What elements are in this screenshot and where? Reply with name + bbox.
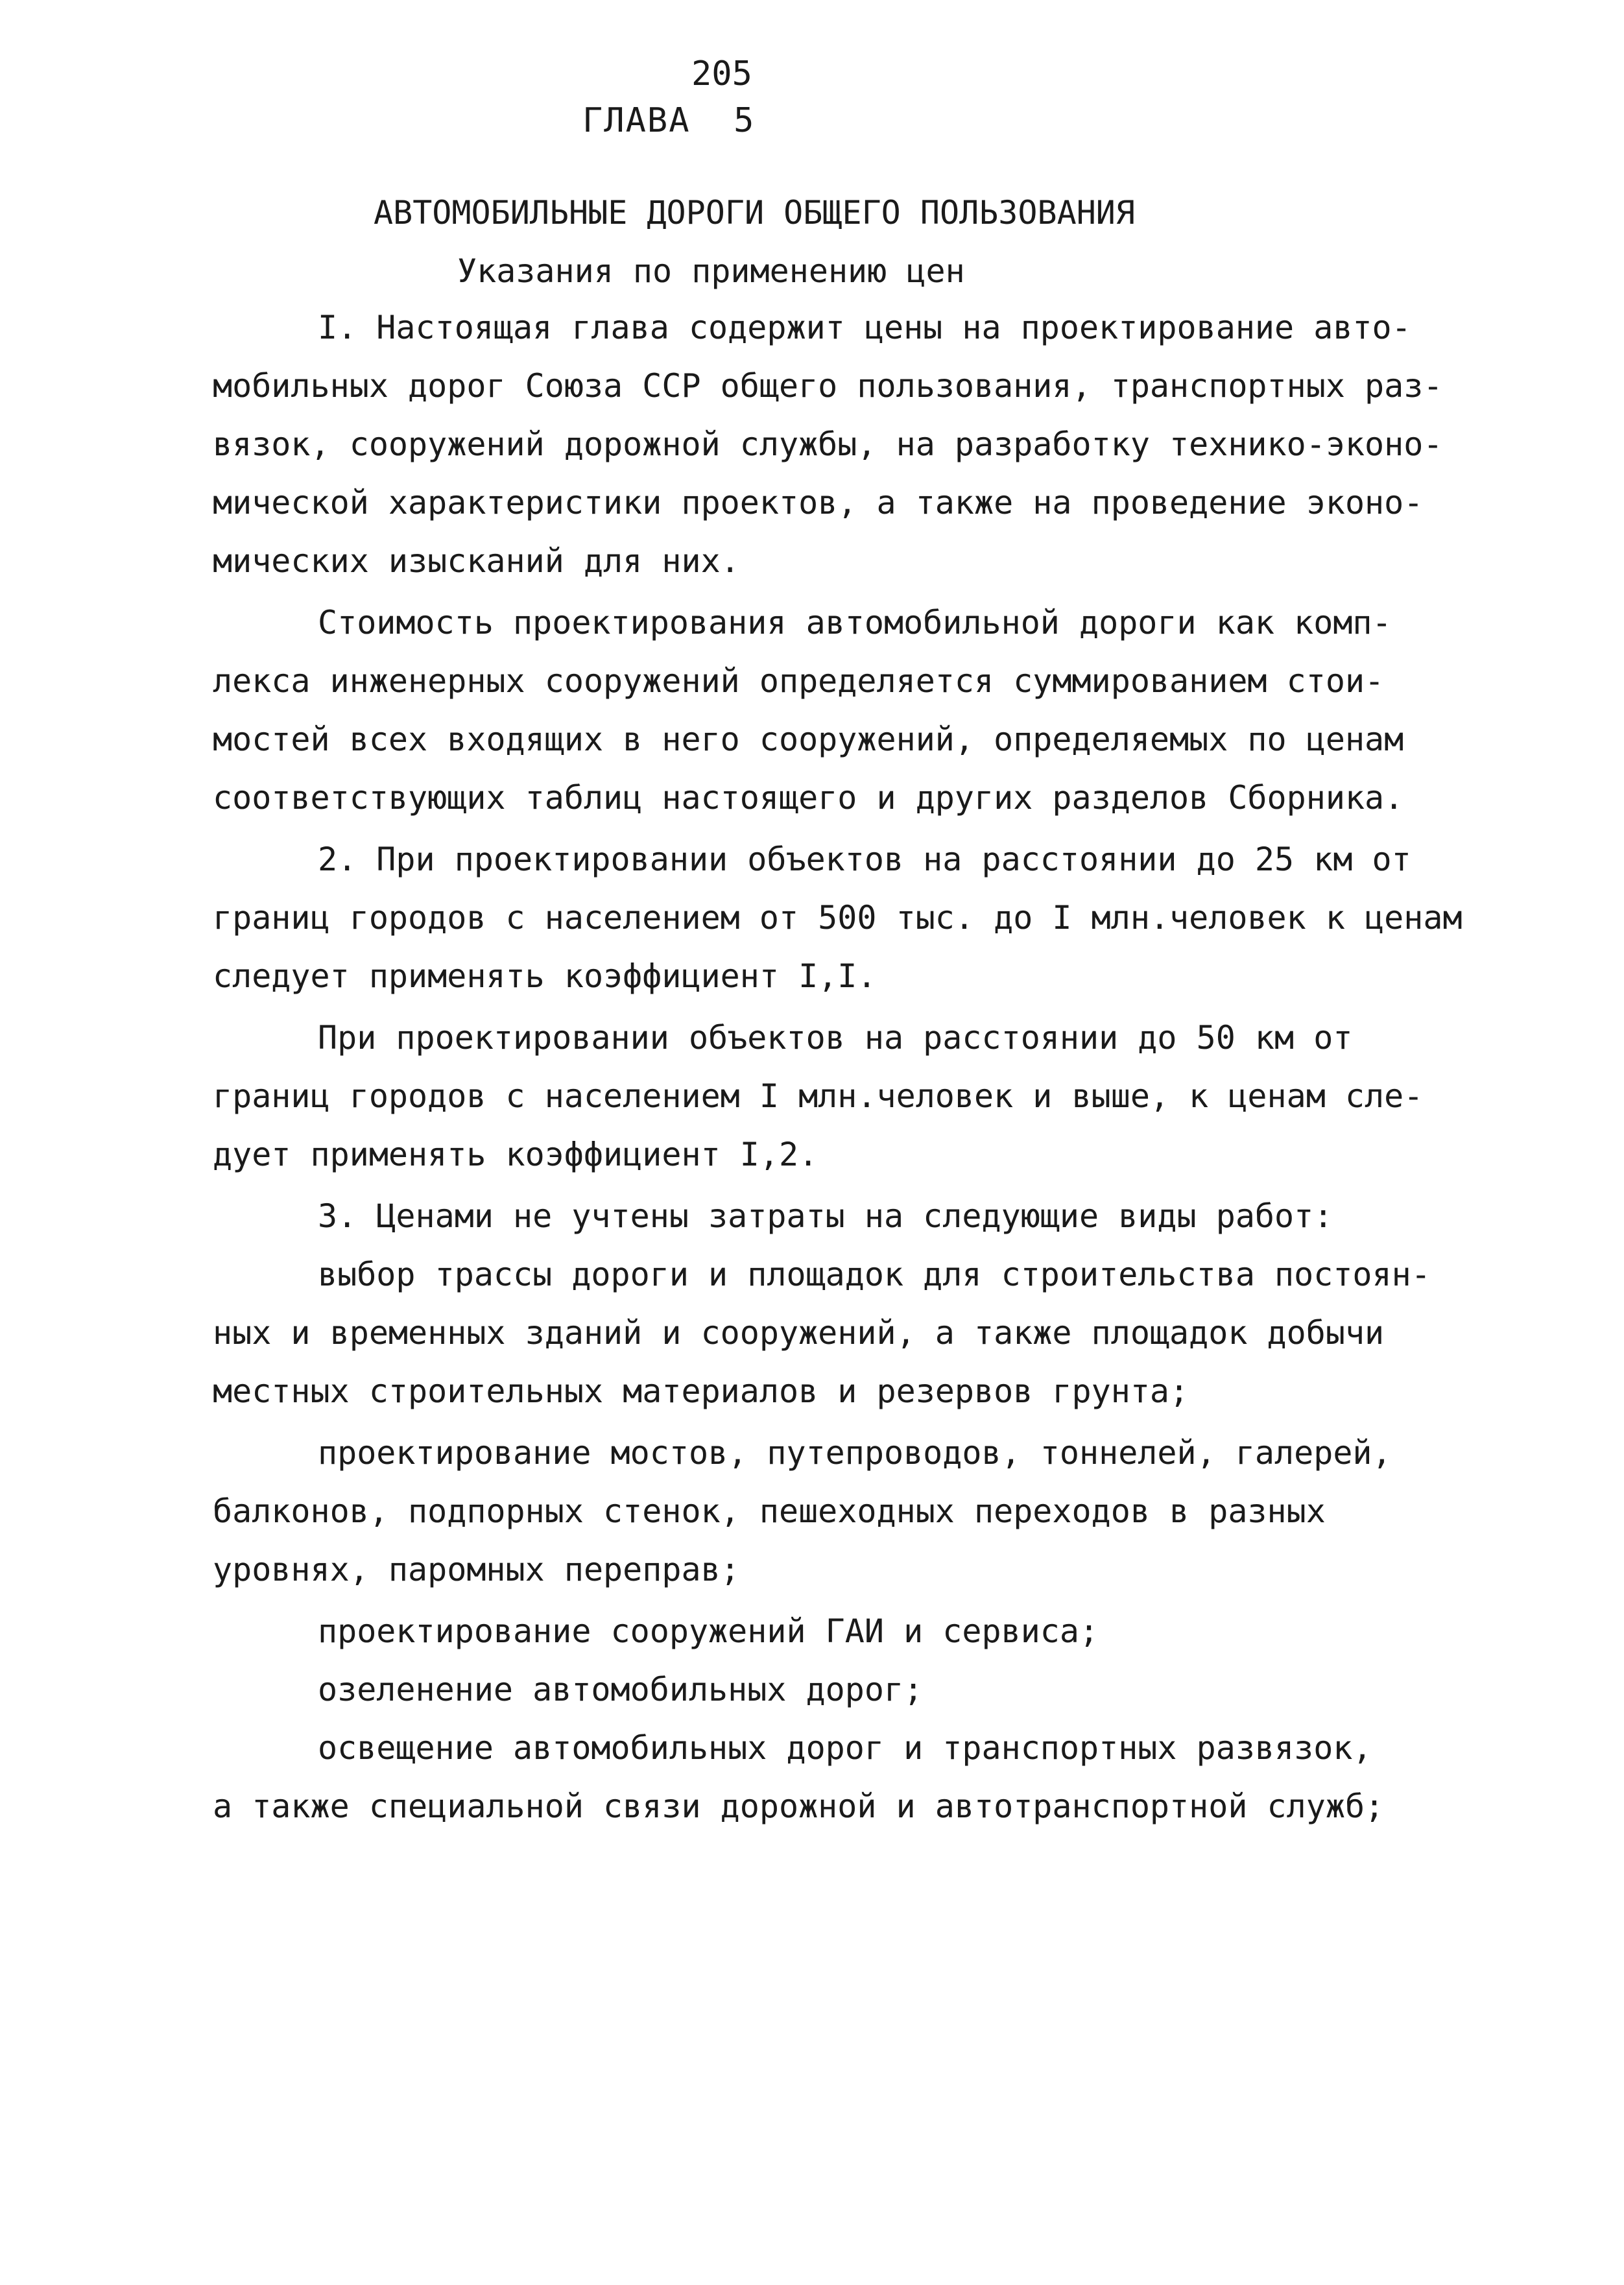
body-line: вязок, сооружений дорожной службы, на разработку технико-эконо- [213,425,1443,463]
body-line: границ городов с населением от 500 тыс. до I млн.человек к ценам [213,899,1463,937]
body-line: При проектировании объектов на расстоянии до 50 км от [318,1019,1353,1057]
section-subtitle: Указания по применению цен [457,252,965,290]
chapter-title: АВТОМОБИЛЬНЫЕ ДОРОГИ ОБЩЕГО ПОЛЬЗОВАНИЯ [374,194,1135,232]
chapter-label: ГЛАВА 5 [582,101,756,140]
body-line: лекса инженерных сооружений определяется суммированием стои- [213,662,1385,700]
body-line: 3. Ценами не учтены затраты на следующие виды работ: [318,1197,1333,1235]
body-line: балконов, подпорных стенок, пешеходных переходов в разных [213,1492,1326,1530]
body-line: границ городов с населением I млн.человек и выше, к ценам сле- [213,1077,1424,1115]
body-line: мических изысканий для них. [213,542,740,580]
body-line: следует применять коэффициент I,I. [213,957,877,995]
body-line: выбор трассы дороги и площадок для строительства постоян- [318,1256,1431,1293]
body-line: проектирование мостов, путепроводов, тоннелей, галерей, [318,1434,1392,1472]
body-line: 2. При проектировании объектов на расстоянии до 25 км от [318,841,1411,878]
body-line: мобильных дорог Союза ССР общего пользования, транспортных раз- [213,367,1443,405]
body-line: проектирование сооружений ГАИ и сервиса; [318,1612,1099,1650]
body-line: Стоимость проектирования автомобильной дороги как комп- [318,604,1392,641]
body-line: освещение автомобильных дорог и транспортных развязок, [318,1729,1372,1767]
body-line: дует применять коэффициент I,2. [213,1136,818,1173]
body-line: озеленение автомобильных дорог; [318,1671,924,1708]
page-number: 205 [691,54,752,93]
body-line: уровнях, паромных переправ; [213,1551,740,1588]
body-line: мостей всех входящих в него сооружений, определяемых по ценам [213,721,1404,758]
body-line: соответствующих таблиц настоящего и других разделов Сборника. [213,779,1404,817]
body-line: мической характеристики проектов, а также на проведение эконо- [213,484,1424,521]
body-line: I. Настоящая глава содержит цены на проектирование авто- [318,309,1411,346]
body-line: ных и временных зданий и сооружений, а также площадок добычи [213,1314,1385,1352]
body-line: а также специальной связи дорожной и автотранспортной служб; [213,1788,1385,1825]
body-line: местных строительных материалов и резервов грунта; [213,1372,1189,1410]
